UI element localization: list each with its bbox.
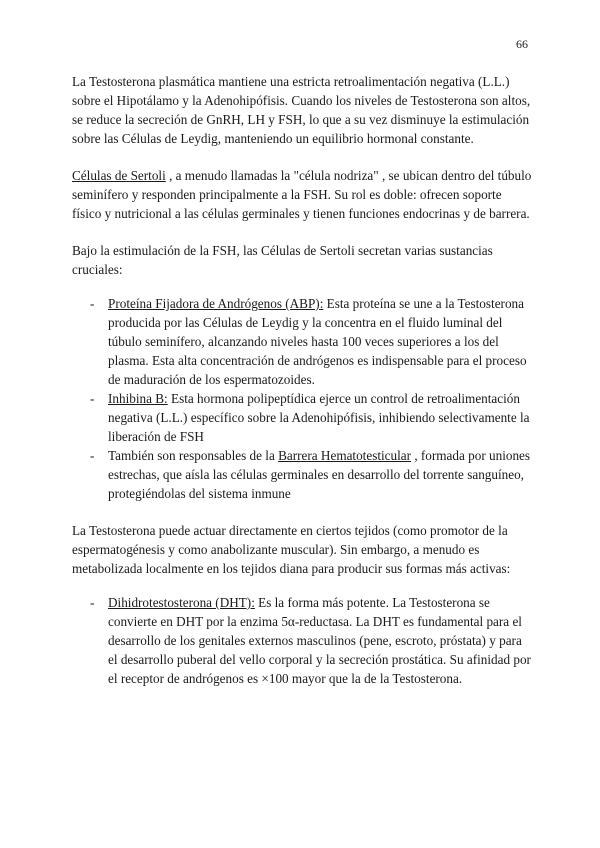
list-item-prefix: También son responsables de la — [108, 448, 279, 463]
paragraph-testosterone-feedback: La Testosterona plasmática mantiene una estricta retroalimentación negativa (L.L.) sobre el Hipotálamo y la Adenohipófisis. Cuando los niveles de Testosterona son altos, se reduce la secreción de GnRH, LH y FSH, lo que a su vez disminuye la estimulación sobre las Células de Leydig, manteniendo un equilibrio hormonal constante. — [72, 74, 531, 146]
page-number: 66 — [516, 37, 528, 51]
list-item-text: Esta proteína se une a la Testosterona producida por las Células de Leydig y la concentra en el fluido luminal del túbulo seminífero, alcanzando niveles hasta 100 veces superiores a los del plasma. Esta alta concentración de andrógenos es indispensable para el proceso de maduración de los espermatozoides. — [108, 296, 527, 387]
sertoli-text: , a menudo llamadas la "célula nodriza" , se ubican dentro del túbulo seminífero y responden principalmente a la FSH. Su rol es doble: ofrecen soporte físico y nutricional a las células germinales y tienen funciones endocrinas y de barrera. — [72, 168, 532, 221]
list-item — [72, 389, 532, 446]
list-item — [72, 593, 532, 688]
paragraph-sertoli — [72, 166, 532, 223]
list-item-text: Esta hormona polipeptídica ejerce un control de retroalimentación negativa (L.L.) específico sobre la Adenohipófisis, inhibiendo selectivamente la liberación de FSH — [108, 391, 530, 444]
list-item-term: Barrera Hematotesticular — [278, 448, 412, 463]
paragraph-testosterone-metabolism: La Testosterona puede actuar directamente en ciertos tejidos (como promotor de la espermatogénesis y como anabolizante muscular). Sin embargo, a menudo es metabolizada localmente en los tejidos diana para producir sus formas más activas: — [72, 523, 511, 576]
list-item-term: Inhibina B: — [108, 391, 168, 406]
list-item — [72, 294, 532, 389]
sertoli-term: Células de Sertoli — [72, 168, 166, 183]
active-forms-list — [72, 593, 532, 688]
list-item — [72, 446, 532, 503]
sertoli-substances-list — [72, 294, 532, 503]
list-item-text: Es la forma más potente. La Testosterona se convierte en DHT por la enzima 5α-reductasa. La DHT es fundamental para el desarrollo de los genitales externos masculinos (pene, escroto, próstata) y para el desarrollo puberal del vello corporal y la secreción prostática. Su afinidad por el receptor de andrógenos es ×100 mayor que la de la Testosterona. — [108, 595, 531, 686]
paragraph-fsh-stimulation: Bajo la estimulación de la FSH, las Células de Sertoli secretan varias sustancias cruciales: — [72, 243, 493, 277]
list-item-term: Proteína Fijadora de Andrógenos (ABP): — [108, 296, 324, 311]
list-item-term: Dihidrotestosterona (DHT): — [108, 595, 255, 610]
list-item-text: , formada por uniones estrechas, que aísla las células germinales en desarrollo del torrente sanguíneo, protegiéndolas del sistema inmune — [108, 448, 531, 501]
page-content — [72, 72, 532, 706]
